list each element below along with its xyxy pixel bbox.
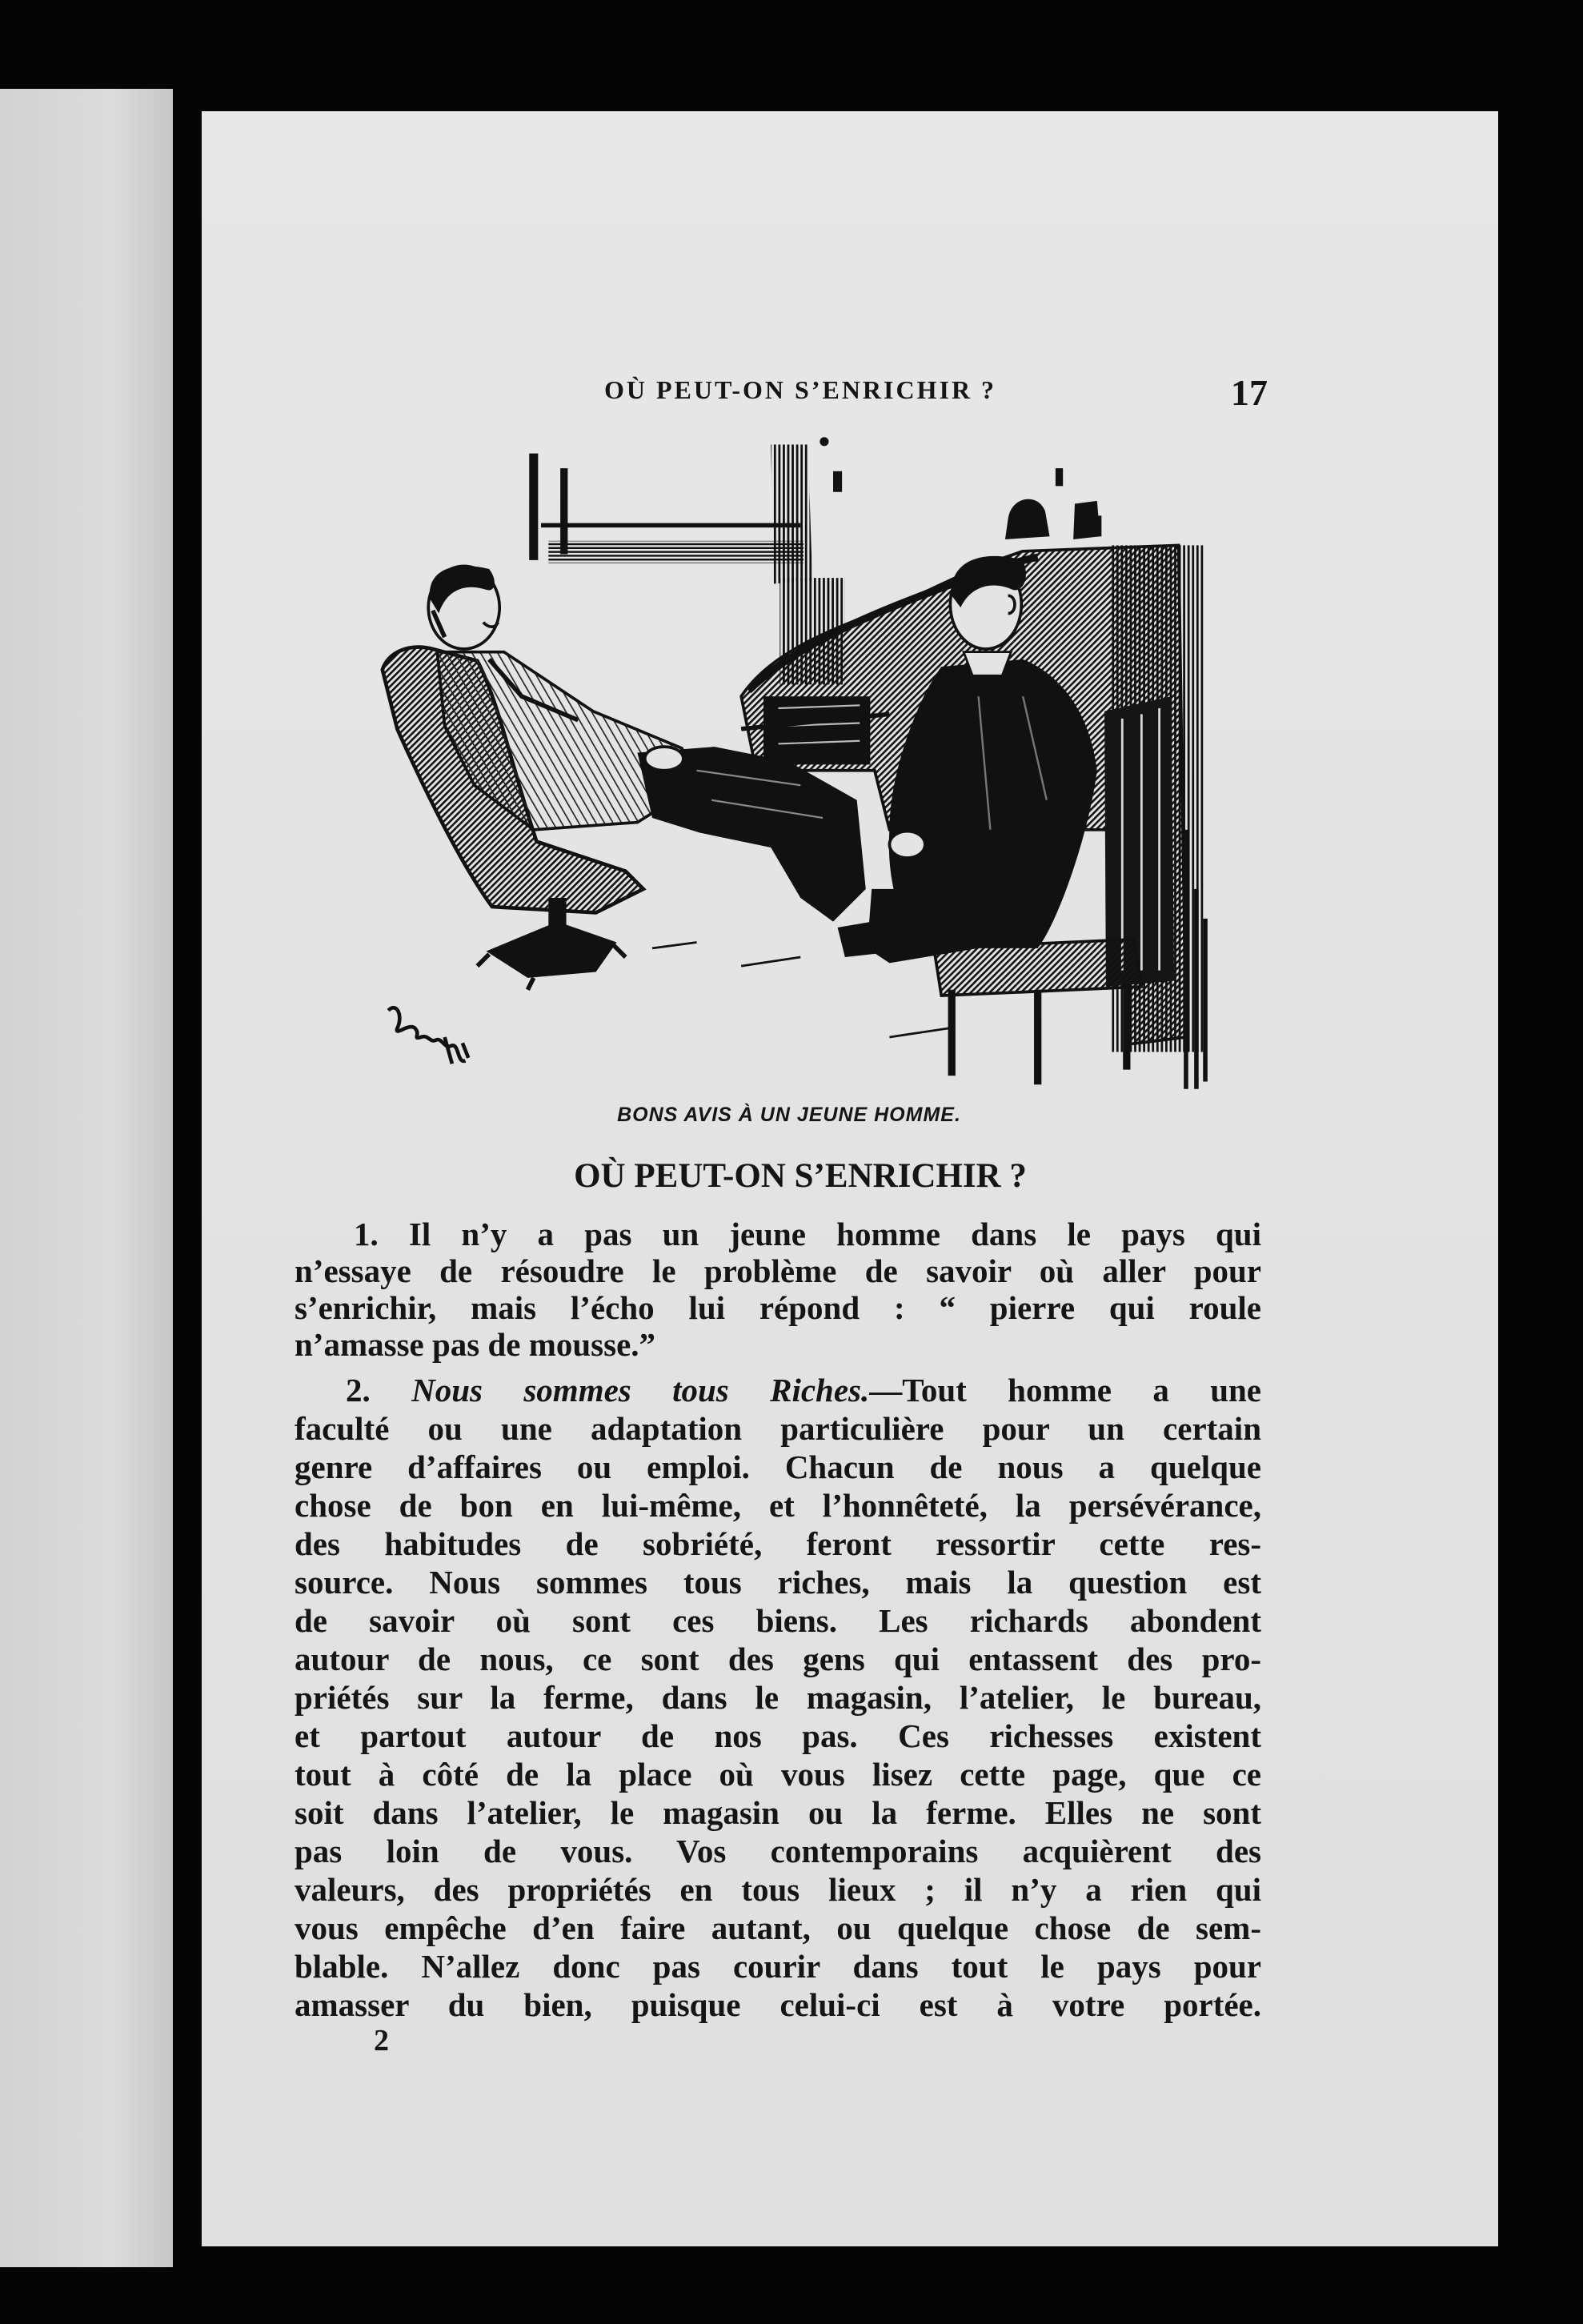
paragraph-line: chose de bon en lui-même, et l’honnêteté, la persévérance, (295, 1487, 1261, 1524)
article-heading: OÙ PEUT-ON S’ENRICHIR ? (574, 1157, 1027, 1195)
paragraph-line: s’enrichir, mais l’écho lui répond : “ pierre qui roule (295, 1289, 1261, 1326)
paragraph-line: de savoir où sont ces biens. Les richards abondent (295, 1602, 1261, 1639)
left-page-edge (0, 89, 173, 2267)
paragraph-line: n’amasse pas de mousse.” (295, 1326, 656, 1363)
paragraph-line: priétés sur la ferme, dans le magasin, l’atelier, le bureau, (295, 1679, 1261, 1716)
book-page (202, 111, 1498, 2246)
paragraph-line (295, 1371, 1261, 1409)
paragraph-line: source. Nous sommes tous riches, mais la question est (295, 1564, 1261, 1601)
paragraph-line: pas loin de vous. Vos contemporains acquièrent des (295, 1833, 1261, 1869)
paragraph-number: 2. (346, 1372, 371, 1408)
paragraph-line: des habitudes de sobriété, feront ressortir cette res- (295, 1525, 1261, 1562)
illustration (371, 430, 1216, 1096)
line-text: Il n’y a pas un jeune homme dans le pays qui (408, 1216, 1261, 1252)
artist-signature (388, 1008, 468, 1064)
paragraph-line: soit dans l’atelier, le magasin ou la ferme. Elles ne sont (295, 1794, 1261, 1831)
paragraph-title: Nous sommes tous Riches. (411, 1372, 870, 1408)
paragraph-line: tout à côté de la place où vous lisez cette page, que ce (295, 1756, 1261, 1793)
paragraph-line: amasser du bien, puisque celui-ci est à votre portée. (295, 1986, 1261, 2023)
signature-mark: 2 (374, 2024, 389, 2058)
page-number: 17 (1231, 372, 1268, 413)
paragraph-line: autour de nous, ce sont des gens qui entassent des pro- (295, 1641, 1261, 1677)
desk-objects (820, 437, 1101, 539)
paragraph-line: faculté ou une adaptation particulière pour un certain (295, 1410, 1261, 1447)
illustration-caption: BONS AVIS À UN JEUNE HOMME. (617, 1104, 961, 1126)
paragraph-1 (295, 1216, 1261, 1363)
paragraph-number: 1. (354, 1216, 379, 1252)
paragraph-line: vous empêche d’en faire autant, ou quelque chose de sem- (295, 1909, 1261, 1946)
paragraph-line: n’essaye de résoudre le problème de savoir où aller pour (295, 1252, 1261, 1289)
running-head: OÙ PEUT-ON S’ENRICHIR ? (603, 375, 997, 404)
paragraph-line (295, 1216, 1261, 1252)
paragraph-line: valeurs, des propriétés en tous lieux ; il n’y a rien qui (295, 1871, 1261, 1908)
paragraph-2 (295, 1371, 1261, 2024)
paragraph-line: et partout autour de nos pas. Ces richesses existent (295, 1717, 1261, 1754)
paragraph-line: genre d’affaires ou emploi. Chacun de nous a quelque (295, 1448, 1261, 1485)
paragraph-line: blable. N’allez donc pas courir dans tout le pays pour (295, 1948, 1261, 1985)
line-text: —Tout homme a une (869, 1372, 1261, 1408)
